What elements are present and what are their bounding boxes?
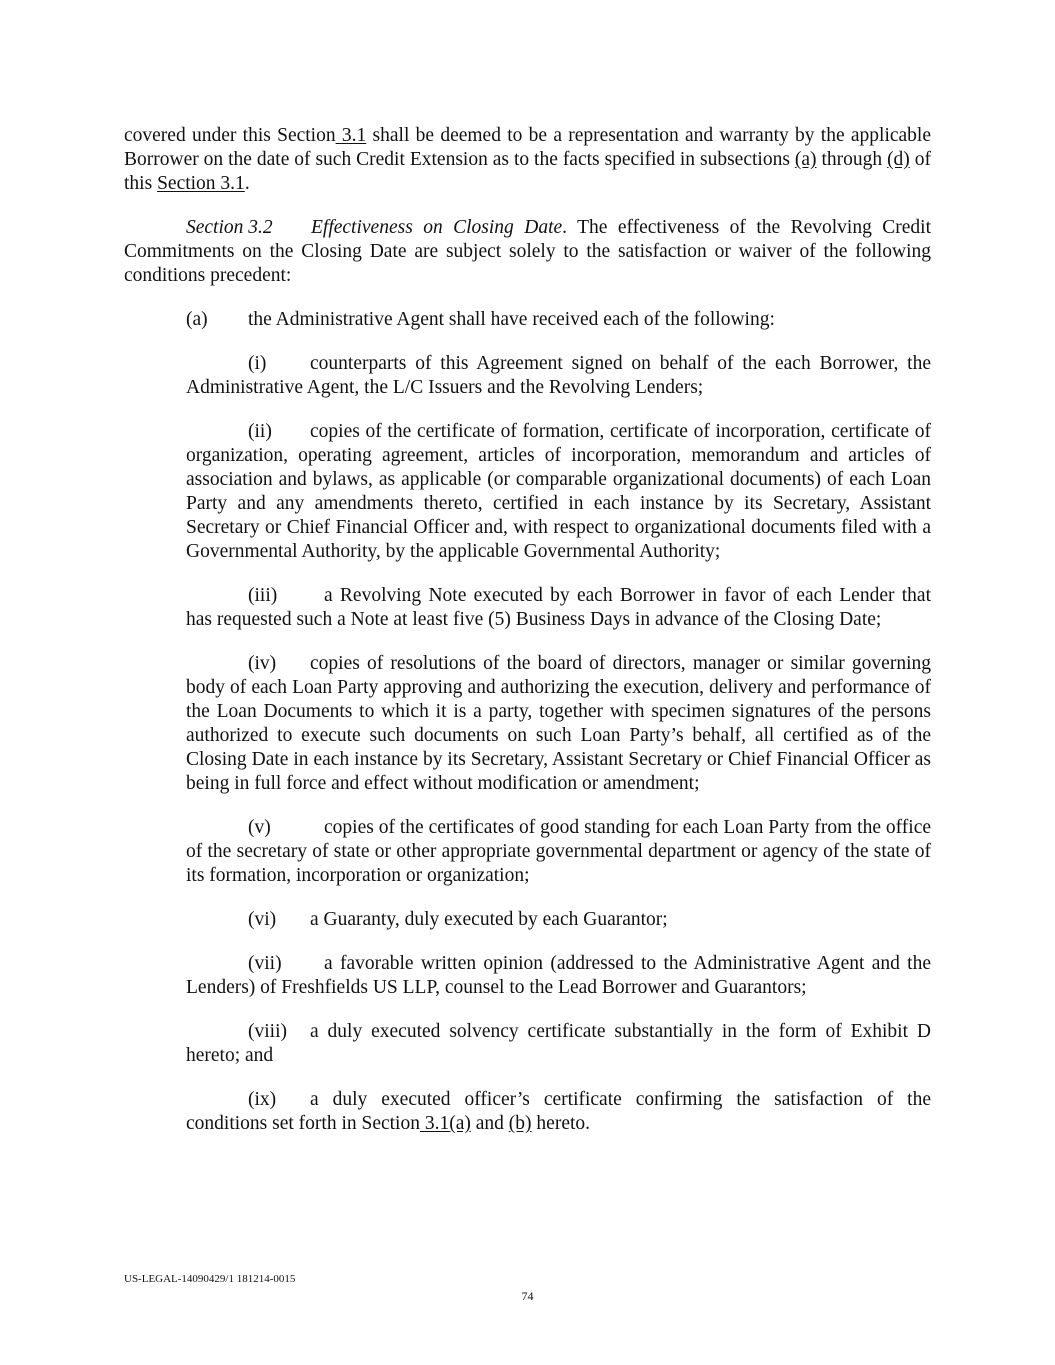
section-3-2-body: . The effectiveness of the Revolving Credit Commitments on the Closing Date are subject solely to the satisfaction or waiver of the following conditions precedent: [124,217,931,286]
document-page [124,124,931,1156]
subsection-ref-a: (a) [794,149,817,170]
clause-ix-text-3: hereto. [531,1113,591,1134]
clause-vi-label: (vi) [248,909,277,930]
clause-vi [186,908,931,932]
clause-v-label: (v) [248,817,271,838]
top-text-3: through [816,149,888,170]
subsection-ref-d: (d) [887,149,910,170]
top-text-1: covered under this Section [124,125,336,146]
clause-ii [186,420,931,564]
clause-iv-label: (iv) [248,653,277,674]
clause-vi-text: a Guaranty, duly executed by each Guarantor; [310,909,668,930]
clause-iii [186,584,931,632]
clause-ii-text: copies of the certificate of formation, certificate of incorporation, certificate of organization, operating agreement, articles of incorporation, memorandum and articles of association and bylaws, as applicable (or comparable organizational documents) of each Loan Party and any amendments thereto, certified in each instance by its Secretary, Assistant Secretary or Chief Financial Officer and, with respect to organizational documents filed with a Governmental Authority, by the applicable Governmental Authority; [186,421,931,562]
clause-vii-label: (vii) [248,953,282,974]
clause-iv [186,652,931,796]
section-3-2-paragraph [124,216,931,288]
section-ref-3-1: 3.1 [335,125,367,146]
clause-i [186,352,931,400]
clause-viii-text: a duly executed solvency certificate substantially in the form of Exhibit D hereto; and [186,1021,931,1066]
clause-i-label: (i) [248,353,267,374]
clause-vii [186,952,931,1000]
clause-ix-label: (ix) [248,1089,277,1110]
top-text-5: . [244,173,250,194]
clause-ix [186,1088,931,1136]
clause-i-text: counterparts of this Agreement signed on behalf of the each Borrower, the Administrative Agent, the L/C Issuers and the Revolving Lenders; [186,353,931,398]
clause-viii-label: (viii) [248,1021,287,1042]
clause-vii-text: a favorable written opinion (addressed to the Administrative Agent and the Lenders) of Freshfields US LLP, counsel to the Lead Borrower and Guarantors; [186,953,931,998]
clause-v-text: copies of the certificates of good standing for each Loan Party from the office of the secretary of state or other appropriate governmental department or agency of the state of its formation, incorporation or organization; [186,817,931,886]
clause-a [186,308,931,332]
clause-iv-text: copies of resolutions of the board of directors, manager or similar governing body of each Loan Party approving and authorizing the execution, delivery and performance of the Loan Documents to which it is a party, together with specimen signatures of the persons authorized to execute such documents on such Loan Party’s behalf, all certified as of the Closing Date in each instance by its Secretary, Assistant Secretary or Chief Financial Officer as being in full force and effect without modification or amendment; [186,653,931,794]
clause-ix-text-2: and [470,1113,509,1134]
clause-viii [186,1020,931,1068]
clause-ix-text-1: a duly executed officer’s certificate confirming the satisfaction of the conditions set forth in Section [186,1089,931,1134]
clause-a-label: (a) [186,309,208,330]
section-ref-3-1-full: Section 3.1 [157,173,245,194]
subsection-ref-b: (b) [508,1113,532,1134]
section-3-2-number: Section 3.2 [186,217,273,238]
page-number: 74 [521,1289,534,1303]
section-3-2-title: Effectiveness on Closing Date [311,217,563,238]
clause-iii-text: a Revolving Note executed by each Borrower in favor of each Lender that has requested such a Note at least five (5) Business Days in advance of the Closing Date; [186,585,931,630]
clause-v [186,816,931,888]
clause-ii-label: (ii) [248,421,272,442]
clause-a-text: the Administrative Agent shall have received each of the following: [248,309,775,330]
clause-iii-label: (iii) [248,585,278,606]
top-text-2: shall be deemed to be a representation and warranty by the applicable Borrower on the date of such Credit Extension as to the facts specified in subsections [124,125,932,170]
section-ref-3-1-a: 3.1(a) [419,1113,471,1134]
document-id: US-LEGAL-14090429/1 181214-0015 [124,1273,296,1285]
continuation-paragraph [124,124,931,196]
top-text-4: of this [124,149,931,194]
